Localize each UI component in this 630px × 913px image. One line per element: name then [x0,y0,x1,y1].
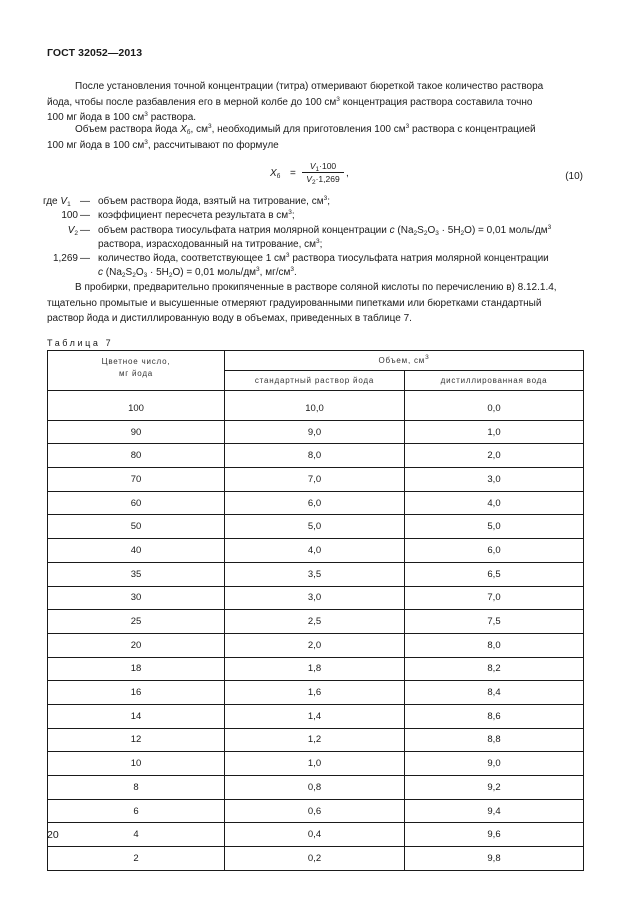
table-row [48,562,584,586]
paragraph-procedure [47,280,583,327]
cell-distilled-water: 6,0 [405,539,584,563]
table-row [48,586,584,610]
cell-standard-iodine: 0,4 [225,823,405,847]
cell-distilled-water: 6,5 [405,562,584,586]
cell-standard-iodine: 3,0 [225,586,405,610]
cell-standard-iodine: 3,5 [225,562,405,586]
text-line: 100 мг йода в 100 $см^3$, рассчитывают по формуле [47,138,279,151]
cell-distilled-water: 0,0 [405,391,584,421]
cell-color-number: 8 [48,776,225,800]
cell-standard-iodine: 0,6 [225,799,405,823]
volumes-table [47,350,584,871]
cell-standard-iodine: 8,0 [225,444,405,468]
paragraph-titration [47,79,583,126]
table-row [48,468,584,492]
table-row [48,776,584,800]
cell-standard-iodine: 1,8 [225,657,405,681]
text-line: 100 мг йода в 100 $см^3$ раствора. [47,111,197,124]
table-row [48,391,584,421]
equation-number: (10) [565,171,583,182]
table-caption: Таблица 7 [47,338,114,348]
cell-color-number: 25 [48,610,225,634]
cell-standard-iodine: 4,0 [225,539,405,563]
page-number: 20 [47,829,59,841]
cell-color-number: 18 [48,657,225,681]
cell-standard-iodine: 7,0 [225,468,405,492]
table-row [48,515,584,539]
header-distilled-water: дистиллированная вода [405,371,584,391]
cell-distilled-water: 1,0 [405,420,584,444]
formula-denominator: $V_2\cdot 1,269$ [306,174,340,186]
table-row [48,681,584,705]
table-row [48,444,584,468]
table-row [48,728,584,752]
cell-distilled-water: 8,6 [405,704,584,728]
cell-color-number: 4 [48,823,225,847]
formula-legend [43,195,583,281]
table-row [48,799,584,823]
cell-distilled-water: 8,4 [405,681,584,705]
cell-color-number: 50 [48,515,225,539]
text-line: Объем раствора йода $X_б$, $см^3$, необходимый для приготовления 100 $см^3$ раствора с концентрацией [75,123,536,136]
header-standard-iodine: стандартный раствор йода [225,371,405,391]
cell-color-number: 6 [48,799,225,823]
formula-fraction [302,160,344,185]
cell-distilled-water: 9,4 [405,799,584,823]
text-line: После установления точной концентрации (титра) отмеривают бюреткой такое количество раствора [75,81,544,92]
cell-standard-iodine: 1,4 [225,704,405,728]
cell-color-number: 70 [48,468,225,492]
cell-color-number: 100 [48,391,225,421]
table-row [48,610,584,634]
document-header: ГОСТ 32052—2013 [47,47,143,59]
paragraph-volume [47,122,583,153]
cell-distilled-water: 3,0 [405,468,584,492]
text-line: тщательно промытые и высушенные отмеряют градуированными пипетками или бюретками стандартный [47,297,542,309]
cell-standard-iodine: 2,0 [225,633,405,657]
formula-numerator: $V_1\cdot 100$ [309,161,337,173]
cell-color-number: 2 [48,847,225,871]
cell-distilled-water: 7,0 [405,586,584,610]
cell-standard-iodine: 6,0 [225,491,405,515]
cell-color-number: 20 [48,633,225,657]
cell-standard-iodine: 9,0 [225,420,405,444]
table-row [48,704,584,728]
cell-color-number: 12 [48,728,225,752]
table-row [48,491,584,515]
table-row [48,633,584,657]
cell-color-number: 30 [48,586,225,610]
cell-distilled-water: 8,2 [405,657,584,681]
formula-lhs: $X_б$ [270,168,281,180]
table-row [48,657,584,681]
table-row [48,539,584,563]
cell-standard-iodine: 0,8 [225,776,405,800]
cell-color-number: 60 [48,491,225,515]
cell-color-number: 35 [48,562,225,586]
formula-comma: , [346,168,349,179]
cell-standard-iodine: 1,0 [225,752,405,776]
table-row [48,847,584,871]
cell-standard-iodine: 0,2 [225,847,405,871]
text-line: В пробирки, предварительно прокипяченные в растворе соляной кислоты по перечислению в) 8.12.1.4, [75,282,557,293]
cell-color-number: 16 [48,681,225,705]
table-row [48,420,584,444]
cell-distilled-water: 4,0 [405,491,584,515]
cell-standard-iodine: 1,6 [225,681,405,705]
formula-equals: = [290,168,296,179]
cell-distilled-water: 7,5 [405,610,584,634]
cell-distilled-water: 9,0 [405,752,584,776]
header-volume: Объем, $см^3$ [225,351,584,371]
table-row [48,823,584,847]
cell-distilled-water: 2,0 [405,444,584,468]
cell-color-number: 80 [48,444,225,468]
text-line: раствор йода и дистиллированную воду в объемах, приведенных в таблице 7. [47,313,412,325]
cell-color-number: 14 [48,704,225,728]
legend-item-v1: где $V_1$ — объем раствора йода, взятый на титрование, $см^3$; [43,195,331,208]
cell-standard-iodine: 5,0 [225,515,405,539]
legend-item-v2: $V_2$ — объем раствора тиосульфата натрия молярной концентрации c $(Na_2S_2O_3 \cdot 5H_2O) = 0,01$ моль/$дм^3$ [67,223,552,237]
text-line: йода, чтобы после разбавления его в мерной колбе до 100 $см^3$ концентрация раствора составила точно [47,95,533,108]
cell-distilled-water: 9,8 [405,847,584,871]
legend-item-1269-cont: c $(Na_2S_2O_3 \cdot 5H_2O) = 0,01$ моль/$дм^3$, $мг/см^3$. [98,266,297,280]
table-row [48,752,584,776]
cell-standard-iodine: 1,2 [225,728,405,752]
legend-item-v2-cont: раствора, израсходованный на титрование, $см^3$; [98,237,323,250]
cell-distilled-water: 8,8 [405,728,584,752]
cell-color-number: 10 [48,752,225,776]
legend-item-1269: 1,269 — количество йода, соответствующее 1 $см^3$ раствора тиосульфата натрия молярной концентрации [52,252,549,265]
cell-standard-iodine: 2,5 [225,610,405,634]
cell-color-number: 90 [48,420,225,444]
cell-distilled-water: 9,6 [405,823,584,847]
cell-distilled-water: 8,0 [405,633,584,657]
cell-standard-iodine: 10,0 [225,391,405,421]
header-color-number: Цветное число, мг йода [48,351,225,391]
cell-color-number: 40 [48,539,225,563]
legend-item-100: 100 — коэффициент пересчета результата в $см^3$; [61,209,295,222]
cell-distilled-water: 9,2 [405,776,584,800]
cell-distilled-water: 5,0 [405,515,584,539]
